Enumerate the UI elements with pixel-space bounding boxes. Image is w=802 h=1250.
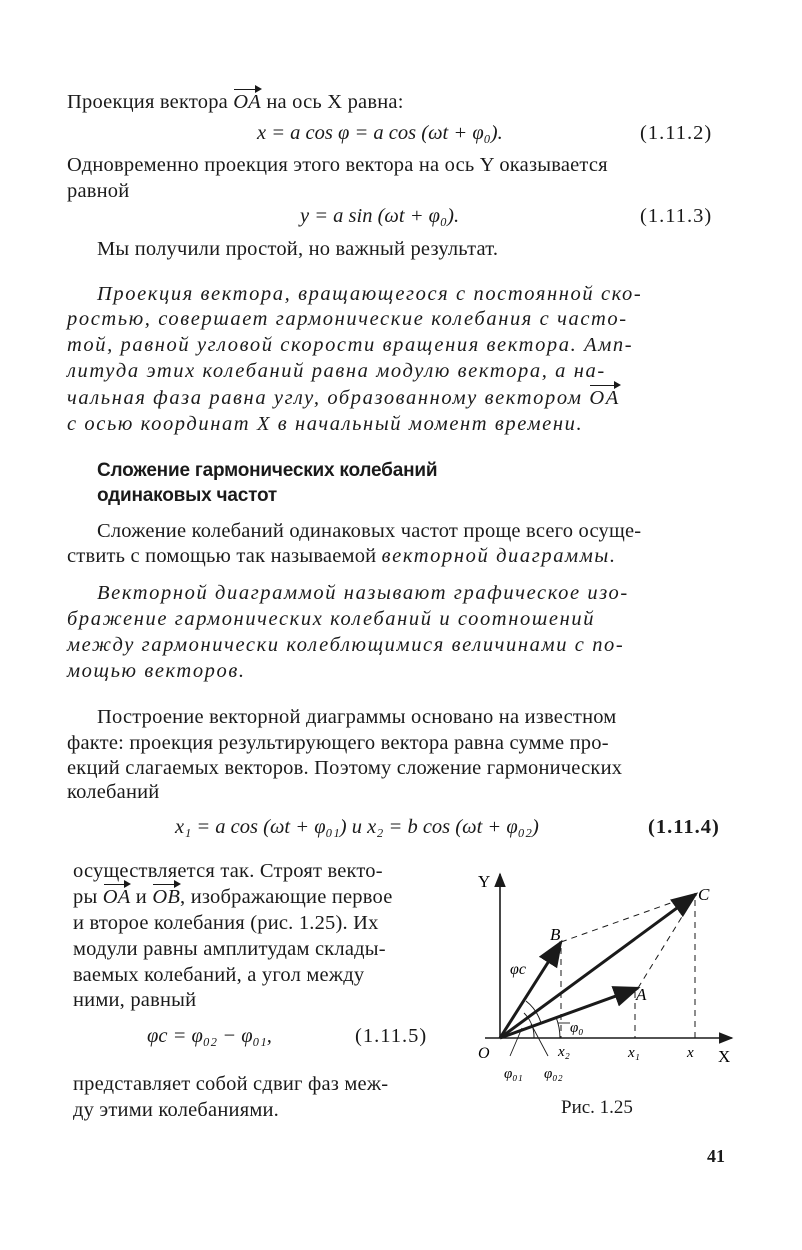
text-fragment: , изображающие первое [180,886,393,908]
label-point-b: B [550,925,561,944]
text-fragment: ствить с помощью так называемой [67,545,382,567]
rule-line: ростью, совершает гармонические колебания с часто- [67,308,628,330]
label-x1: x₁ [628,1045,640,1061]
label-origin: O [478,1045,490,1062]
label-y-axis: Y [478,872,491,891]
dash-a-c [638,894,696,988]
text-line: факте: проекция результирующего вектора равна сумме про- [67,732,609,754]
text-fragment: на ось X равна: [261,91,404,113]
equation: x = a cos φ = a cos (ωt + φ₀). [257,122,503,144]
label-phi-01: φ₀₁ [504,1066,523,1082]
leader-phi02 [531,1024,548,1056]
text-line: осуществляется так. Строят векто- [73,860,383,882]
rule-line: Проекция вектора, вращающегося с постоянной ско- [97,283,643,305]
text-line: Построение векторной диаграммы основано на известном [97,706,617,728]
label-phi-0: φ₀ [570,1020,584,1036]
text-line: ду этими колебаниями. [73,1099,279,1121]
page-number: 41 [707,1146,725,1166]
text-fragment: Проекция вектора [67,91,234,113]
label-point-a: A [636,985,647,1004]
rule-line: между гармонически колеблющимися величинами с по- [67,634,625,656]
arc-phi0 [556,1017,560,1038]
label-x-axis: X [718,1047,731,1066]
section-heading: Сложение гармонических колебаний [97,460,438,481]
rule-line: литуда этих колебаний равна модулю вектора, а на- [67,360,606,382]
text-line: и второе колебания (рис. 1.25). Их [73,912,379,934]
text-fragment: и [130,886,153,908]
rule-line: бражение гармонических колебаний и соотношений [67,608,596,630]
rule-line: с осью координат X в начальный момент времени. [67,413,584,435]
text-line: колебаний [67,781,160,803]
label-x: x [687,1045,694,1061]
rule-line: Векторной диаграммой называют графическое изо- [97,582,629,604]
vector-b [500,942,561,1038]
equation: y = a sin (ωt + φ₀). [300,205,460,227]
vector-oa: OA [589,387,620,409]
text-line: представляет собой сдвиг фаз меж- [73,1073,389,1095]
text-line: екций слагаемых векторов. Поэтому сложение гармонических [67,757,623,779]
vector-ob: OB [152,886,181,908]
equation-number: (1.11.2) [640,122,713,144]
rule-line [67,386,620,410]
figure-caption: Рис. 1.25 [561,1097,633,1118]
text-line [73,885,393,909]
equation-number: (1.11.4) [648,816,720,838]
vector-oa: OA [233,91,262,113]
section-heading: одинаковых частот [97,485,278,506]
equation-number: (1.11.3) [640,205,713,227]
text-line: ваемых колебаний, а угол между [73,964,365,986]
text-line: Одновременно проекция этого вектора на ось Y оказывается [67,154,608,176]
label-point-c: C [698,885,710,904]
equation: x₁ = a cos (ωt + φ₀₁) и x₂ = b cos (ωt + φ₀₂) [175,816,539,838]
text-line: модули равны амплитудам склады- [73,938,386,960]
text-line [67,544,617,568]
vector-diagram [460,860,750,1095]
text-fragment: ры [73,886,103,908]
term-italic: векторной диаграммы. [381,545,617,567]
text-line: Сложение колебаний одинаковых частот проще всего осуще- [97,520,642,542]
equation-number: (1.11.5) [355,1025,428,1047]
dash-b-c [561,894,696,942]
rule-line: той, равной угловой скорости вращения вектора. Амп- [67,334,634,356]
equation: φc = φ₀₂ − φ₀₁, [147,1025,272,1047]
text-line: равной [67,180,130,202]
vector-c [500,894,696,1038]
vector-oa: OA [102,886,131,908]
label-x2: x₂ [558,1044,570,1060]
rule-line: мощью векторов. [67,660,246,682]
text-fragment: чальная фаза равна углу, образованному вектором [67,387,590,409]
label-phi-02: φ₀₂ [544,1066,563,1082]
text-line: ними, равный [73,989,197,1011]
label-phi-c: φc [510,961,526,978]
text-line [67,90,404,114]
text-line: Мы получили простой, но важный результат. [97,238,499,260]
